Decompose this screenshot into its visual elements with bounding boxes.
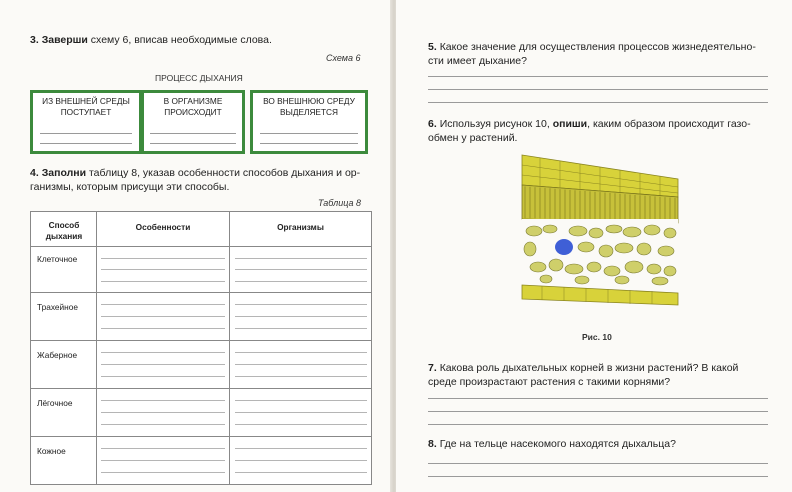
- task-6-text: Используя рисунок 10,: [439, 118, 553, 130]
- scheme-title: ПРОЦЕСС ДЫХАНИЯ: [155, 73, 243, 83]
- spongy-cell: [549, 259, 563, 271]
- leaf-cross-section-figure: [520, 153, 680, 315]
- table-header-method: Способ дыхания: [45, 220, 83, 241]
- table-row-label: Кожное: [37, 446, 66, 456]
- answer-line[interactable]: [428, 102, 768, 103]
- table-row-label: Клеточное: [37, 254, 78, 264]
- table-answer-line[interactable]: [101, 269, 225, 270]
- spongy-cell: [652, 277, 668, 285]
- spongy-cell: [647, 264, 661, 274]
- task-4-number: 4.: [30, 167, 39, 179]
- spongy-cell: [615, 243, 633, 253]
- answer-line[interactable]: [40, 143, 132, 144]
- spongy-cell: [625, 261, 643, 273]
- spongy-cell: [658, 246, 674, 256]
- task-8-number: 8.: [428, 438, 437, 450]
- table-answer-line[interactable]: [101, 400, 225, 401]
- task-4-text: таблицу 8, указав особенности способов дыхания и ор-: [86, 167, 361, 179]
- table-header-organisms: Организмы: [277, 222, 324, 232]
- scheme-box-intake: [30, 90, 142, 154]
- spongy-cell: [604, 266, 620, 276]
- air-space-highlight: [555, 239, 573, 255]
- spongy-cell: [530, 262, 546, 272]
- table-answer-line[interactable]: [235, 448, 367, 449]
- spongy-cell: [578, 242, 594, 252]
- task-3-number: 3.: [30, 34, 39, 46]
- table-answer-line[interactable]: [101, 281, 225, 282]
- answer-line[interactable]: [428, 89, 768, 90]
- table-row-label: Трахейное: [37, 302, 78, 312]
- scheme-box-output: [250, 90, 368, 154]
- table-caption: Таблица 8: [318, 198, 362, 208]
- task-5-text: Какое значение для осуществления процессов жизнедеятельно-: [439, 41, 756, 53]
- spongy-cell: [589, 228, 603, 238]
- spongy-cell: [664, 266, 676, 276]
- task-4-verb: Заполни: [41, 167, 87, 179]
- table-answer-line[interactable]: [235, 304, 367, 305]
- spongy-cell: [623, 227, 641, 237]
- left-page: [0, 0, 392, 492]
- table-answer-line[interactable]: [101, 424, 225, 425]
- answer-line[interactable]: [260, 143, 358, 144]
- task-5-number: 5.: [428, 41, 437, 53]
- spongy-cell: [587, 262, 601, 272]
- answer-line[interactable]: [428, 398, 768, 399]
- spongy-cell: [644, 225, 660, 235]
- task-7-text: Какова роль дыхательных корней в жизни растений? В какой: [439, 362, 739, 374]
- spongy-cell: [569, 226, 587, 236]
- table-answer-line[interactable]: [235, 472, 367, 473]
- table-divider: [96, 212, 97, 484]
- table-answer-line[interactable]: [235, 258, 367, 259]
- task-6-text-cont: , каким образом происходит газо-: [587, 118, 751, 130]
- spongy-cell: [615, 276, 629, 284]
- scheme-box-process-label: В ОРГАНИЗМЕ ПРОИСХОДИТ: [163, 96, 223, 117]
- table-divider: [229, 212, 230, 484]
- task-3-verb: Заверши: [41, 34, 88, 46]
- table-8: [30, 211, 372, 485]
- table-answer-line[interactable]: [101, 364, 225, 365]
- table-row-label: Лёгочное: [37, 398, 73, 408]
- spongy-cell: [664, 228, 676, 238]
- answer-line[interactable]: [150, 133, 236, 134]
- table-row-label: Жаберное: [37, 350, 78, 360]
- spongy-cell: [565, 264, 583, 274]
- answer-line[interactable]: [428, 76, 768, 77]
- spongy-cell: [599, 245, 613, 257]
- spongy-cell: [637, 243, 651, 255]
- table-row-divider: [31, 340, 371, 341]
- answer-line[interactable]: [428, 424, 768, 425]
- answer-line[interactable]: [150, 143, 236, 144]
- table-answer-line[interactable]: [235, 269, 367, 270]
- spongy-cell: [540, 275, 552, 283]
- table-answer-line[interactable]: [101, 472, 225, 473]
- table-answer-line[interactable]: [235, 352, 367, 353]
- table-answer-line[interactable]: [101, 412, 225, 413]
- task-4: [30, 166, 360, 194]
- answer-line[interactable]: [428, 411, 768, 412]
- task-7-number: 7.: [428, 362, 437, 374]
- task-6-text-line2: обмен у растений.: [428, 132, 518, 144]
- spongy-cell: [606, 225, 622, 233]
- spongy-cell: [526, 226, 542, 236]
- table-answer-line[interactable]: [101, 352, 225, 353]
- table-answer-line[interactable]: [101, 448, 225, 449]
- table-answer-line[interactable]: [101, 460, 225, 461]
- task-8-text: Где на тельце насекомого находятся дыхальца?: [439, 438, 676, 450]
- task-6-verb: опиши: [552, 118, 588, 130]
- answer-line[interactable]: [260, 133, 358, 134]
- table-header-features: Особенности: [135, 222, 191, 232]
- task-5-text-line2: сти имеет дыхание?: [428, 55, 527, 67]
- spongy-cell: [543, 225, 557, 233]
- table-answer-line[interactable]: [235, 316, 367, 317]
- scheme-box-intake-label: ИЗ ВНЕШНЕЙ СРЕДЫ ПОСТУПАЕТ: [42, 96, 130, 117]
- task-4-text-line2: ганизмы, которым присущи эти способы.: [30, 181, 230, 193]
- task-6: [428, 117, 751, 145]
- table-answer-line[interactable]: [235, 400, 367, 401]
- task-6-number: 6.: [428, 118, 437, 130]
- task-3: [30, 33, 272, 47]
- scheme-box-output-label: ВО ВНЕШНЮЮ СРЕДУ ВЫДЕЛЯЕТСЯ: [263, 96, 355, 117]
- table-header-divider: [31, 246, 371, 247]
- task-3-text: схему 6, вписав необходимые слова.: [87, 34, 272, 46]
- answer-line[interactable]: [428, 463, 768, 464]
- table-answer-line[interactable]: [235, 281, 367, 282]
- answer-line[interactable]: [428, 476, 768, 477]
- table-answer-line[interactable]: [235, 376, 367, 377]
- task-8: [428, 437, 676, 451]
- spongy-cell: [524, 242, 536, 256]
- answer-line[interactable]: [40, 133, 132, 134]
- table-answer-line[interactable]: [235, 412, 367, 413]
- scheme-box-process: [141, 90, 245, 154]
- table-answer-line[interactable]: [101, 376, 225, 377]
- table-answer-line[interactable]: [235, 424, 367, 425]
- table-row-divider: [31, 292, 371, 293]
- lower-epidermis: [522, 285, 678, 305]
- table-answer-line[interactable]: [101, 316, 225, 317]
- right-page: [396, 0, 792, 492]
- table-answer-line[interactable]: [101, 304, 225, 305]
- table-answer-line[interactable]: [101, 328, 225, 329]
- figure-caption: Рис. 10: [582, 332, 612, 342]
- task-7-text-line2: среде произрастают растения с такими корнями?: [428, 376, 671, 388]
- scheme-caption: Схема 6: [326, 53, 361, 63]
- table-row-divider: [31, 436, 371, 437]
- table-answer-line[interactable]: [235, 328, 367, 329]
- table-answer-line[interactable]: [101, 258, 225, 259]
- spongy-cell: [575, 276, 589, 284]
- task-5: [428, 40, 756, 68]
- task-7: [428, 361, 738, 389]
- table-row-divider: [31, 388, 371, 389]
- table-answer-line[interactable]: [235, 460, 367, 461]
- table-answer-line[interactable]: [235, 364, 367, 365]
